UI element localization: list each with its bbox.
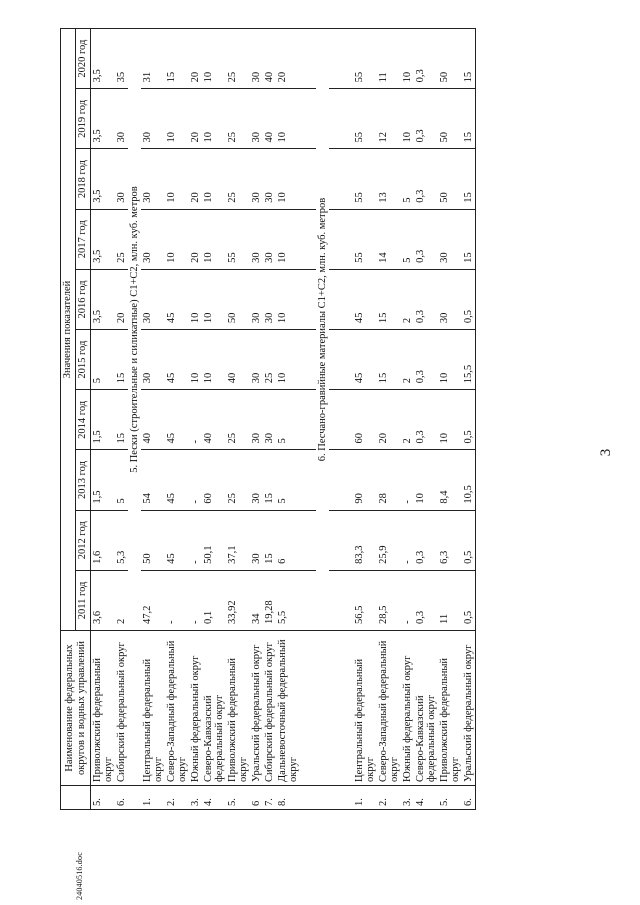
indicator-value: - <box>401 510 414 570</box>
indicator-value: 15 <box>115 330 128 390</box>
indicator-value: 45 <box>353 269 377 329</box>
indicator-value: 10 <box>165 209 189 269</box>
spacer-cell <box>329 450 353 510</box>
indicator-value: 15 <box>115 390 128 450</box>
row-number: 4. <box>414 786 438 810</box>
spacer-cell <box>329 631 353 786</box>
indicator-value: 15 <box>377 330 401 390</box>
indicator-value: 50 <box>438 29 462 89</box>
indicator-value: 45 <box>165 510 189 570</box>
indicator-value: 10,5 <box>462 450 476 510</box>
spacer-cell <box>300 149 316 209</box>
indicator-value: 47,2 <box>141 570 165 630</box>
indicator-value: - <box>189 390 202 450</box>
spacer-cell <box>300 510 316 570</box>
district-name: Сибирский федеральный округ <box>263 631 276 786</box>
indicator-value: 0,3 <box>414 269 438 329</box>
indicator-value: 5,5 <box>276 570 300 630</box>
indicator-value: 11 <box>377 29 401 89</box>
table-row <box>115 29 128 810</box>
indicator-value: 55 <box>353 209 377 269</box>
index-header <box>61 786 91 810</box>
indicator-value: 25 <box>226 390 250 450</box>
indicator-value: 10 <box>276 149 300 209</box>
indicator-value: 5 <box>401 209 414 269</box>
indicator-value: 45 <box>353 330 377 390</box>
row-number: 5. <box>226 786 250 810</box>
indicator-value: 0,5 <box>462 510 476 570</box>
district-name: Сибирский федеральный округ <box>115 631 128 786</box>
indicator-value: 30 <box>263 269 276 329</box>
table-row <box>250 29 263 810</box>
indicator-value: 20 <box>276 29 300 89</box>
indicator-value: 14 <box>377 209 401 269</box>
values-group-header: Значения показателей <box>61 29 76 631</box>
row-number: 4. <box>202 786 226 810</box>
indicator-value: 0,3 <box>414 330 438 390</box>
section-row <box>128 29 141 810</box>
indicator-value: 20 <box>189 89 202 149</box>
indicator-value: 10 <box>202 269 226 329</box>
indicator-value: 19,28 <box>263 570 276 630</box>
indicator-value: 15 <box>462 209 476 269</box>
indicator-value: 30 <box>250 29 263 89</box>
indicator-value: 10 <box>202 149 226 209</box>
indicator-value: 31 <box>141 29 165 89</box>
table-row <box>401 29 414 810</box>
indicator-value: 0,3 <box>414 570 438 630</box>
indicator-value: 10 <box>189 269 202 329</box>
district-name: Северо-Западный федеральный округ <box>165 631 189 786</box>
spacer-cell <box>300 390 316 450</box>
indicator-value: 10 <box>276 89 300 149</box>
indicator-value: 3,5 <box>91 149 116 209</box>
indicator-value: 2 <box>401 390 414 450</box>
indicator-value: 30 <box>250 450 263 510</box>
indicator-value: 25 <box>226 450 250 510</box>
spacer-cell <box>329 570 353 630</box>
indicator-value: 50 <box>226 269 250 329</box>
indicator-value: 45 <box>165 390 189 450</box>
indicator-value: 15 <box>462 29 476 89</box>
indicator-value: 30 <box>250 510 263 570</box>
indicator-value: 2 <box>401 269 414 329</box>
indicator-value: 30 <box>141 269 165 329</box>
indicator-value: 0,3 <box>414 510 438 570</box>
row-number: 8. <box>276 786 300 810</box>
indicator-value: 54 <box>141 450 165 510</box>
district-name: Центральный федеральный округ <box>353 631 377 786</box>
indicator-value: 25,9 <box>377 510 401 570</box>
indicator-value: 0,3 <box>414 390 438 450</box>
district-name: Приволжский федеральный округ <box>91 631 116 786</box>
indicator-value: 1,5 <box>91 390 116 450</box>
table-row <box>462 29 476 810</box>
spacer-cell <box>300 89 316 149</box>
indicator-value: 40 <box>263 29 276 89</box>
indicator-value: 30 <box>438 269 462 329</box>
indicator-value: 15,5 <box>462 330 476 390</box>
indicator-value: 1,6 <box>91 510 116 570</box>
district-name: Приволжский федеральный округ <box>438 631 462 786</box>
year-header: 2019 год <box>76 89 91 149</box>
document-id: 24040516.doc <box>75 852 84 900</box>
indicator-value: 5,3 <box>115 510 128 570</box>
indicator-value: 56,5 <box>353 570 377 630</box>
spacer-cell <box>329 786 353 810</box>
indicator-value: 30 <box>115 149 128 209</box>
indicator-value: 15 <box>263 450 276 510</box>
indicator-value: - <box>401 450 414 510</box>
spacer-row <box>329 29 353 810</box>
indicator-value: 10 <box>401 29 414 89</box>
spacer-cell <box>329 29 353 89</box>
table-row <box>202 29 226 810</box>
indicator-value: 50 <box>141 510 165 570</box>
indicators-table <box>60 28 476 810</box>
indicator-value: 10 <box>276 209 300 269</box>
indicator-value: 50 <box>438 89 462 149</box>
indicator-value: 10 <box>414 450 438 510</box>
indicator-value: 40 <box>202 390 226 450</box>
section-spacer <box>316 786 329 810</box>
indicator-value: 15 <box>462 89 476 149</box>
indicator-value: 3,5 <box>91 209 116 269</box>
section-row <box>316 29 329 810</box>
spacer-cell <box>300 450 316 510</box>
indicator-value: 1,5 <box>91 450 116 510</box>
row-number: 1. <box>141 786 165 810</box>
indicator-value: 5 <box>276 450 300 510</box>
year-header: 2016 год <box>76 269 91 329</box>
indicator-value: 20 <box>115 269 128 329</box>
page-number: 3 <box>598 448 614 457</box>
indicator-value: 0,5 <box>462 269 476 329</box>
indicator-value: 12 <box>377 89 401 149</box>
indicator-value: 30 <box>250 209 263 269</box>
indicator-value: 20 <box>189 149 202 209</box>
row-number: 1. <box>353 786 377 810</box>
indicator-value: 11 <box>438 570 462 630</box>
row-number: 6. <box>462 786 476 810</box>
indicator-value: 37,1 <box>226 510 250 570</box>
indicator-value: 28 <box>377 450 401 510</box>
district-name: Северо-Кавказский федеральный округ <box>202 631 226 786</box>
indicator-value: 10 <box>202 209 226 269</box>
indicator-value: 28,5 <box>377 570 401 630</box>
indicator-value: 0,5 <box>462 570 476 630</box>
district-name: Уральский федеральный округ <box>250 631 263 786</box>
indicator-value: 30 <box>438 209 462 269</box>
spacer-cell <box>329 330 353 390</box>
indicator-value: 10 <box>202 89 226 149</box>
indicator-value: 0,1 <box>202 570 226 630</box>
indicator-value: 0,5 <box>462 390 476 450</box>
indicator-value: 55 <box>353 29 377 89</box>
district-name: Южный федеральный округ <box>189 631 202 786</box>
table-row <box>438 29 462 810</box>
indicator-value: 5 <box>276 390 300 450</box>
indicator-value: 15 <box>377 269 401 329</box>
district-name: Дальневосточный федеральный округ <box>276 631 300 786</box>
indicator-value: 30 <box>250 269 263 329</box>
row-number: 3. <box>189 786 202 810</box>
spacer-cell <box>329 149 353 209</box>
indicator-value: 40 <box>226 330 250 390</box>
section-title: 6. Песчано-гравийные материалы С1+С2, млн. куб. метров <box>316 29 329 631</box>
indicator-value: 40 <box>141 390 165 450</box>
district-name: Центральный федеральный округ <box>141 631 165 786</box>
indicator-value: 45 <box>165 450 189 510</box>
year-header: 2018 год <box>76 149 91 209</box>
table-row <box>226 29 250 810</box>
district-name: Северо-Западный федеральный округ <box>377 631 401 786</box>
indicator-value: 25 <box>226 29 250 89</box>
indicator-value: 5 <box>115 450 128 510</box>
indicator-value: 6 <box>276 510 300 570</box>
indicator-value: 0,3 <box>414 149 438 209</box>
indicator-value: 10 <box>165 89 189 149</box>
district-name: Приволжский федеральный округ <box>226 631 250 786</box>
indicator-value: 20 <box>189 209 202 269</box>
indicator-value: 45 <box>165 330 189 390</box>
district-name: Северо-Кавказский федеральный округ <box>414 631 438 786</box>
indicator-value: 25 <box>226 89 250 149</box>
indicator-value: 50 <box>438 149 462 209</box>
year-header: 2020 год <box>76 29 91 89</box>
indicator-value: 10 <box>165 149 189 209</box>
table-row <box>276 29 300 810</box>
indicator-value: 30 <box>141 209 165 269</box>
table-row <box>165 29 189 810</box>
row-number: 7. <box>263 786 276 810</box>
indicator-value: 30 <box>250 390 263 450</box>
indicator-value: 30 <box>263 149 276 209</box>
spacer-cell <box>300 786 316 810</box>
indicator-value: 10 <box>202 330 226 390</box>
indicator-value: 2 <box>115 570 128 630</box>
indicator-value: 13 <box>377 149 401 209</box>
spacer-cell <box>329 510 353 570</box>
indicator-value: 30 <box>263 209 276 269</box>
year-header: 2014 год <box>76 390 91 450</box>
indicator-value: 34 <box>250 570 263 630</box>
indicator-value: 15 <box>165 29 189 89</box>
indicator-value: 25 <box>263 330 276 390</box>
indicator-value: 3,5 <box>91 89 116 149</box>
indicator-value: 30 <box>115 89 128 149</box>
indicator-value: 10 <box>276 269 300 329</box>
spacer-cell <box>329 269 353 329</box>
indicator-value: - <box>401 570 414 630</box>
indicator-value: 60 <box>353 390 377 450</box>
row-number: 5. <box>438 786 462 810</box>
table-row <box>91 29 116 810</box>
indicator-value: 30 <box>250 149 263 209</box>
indicator-value: 3,5 <box>91 269 116 329</box>
year-header: 2012 год <box>76 510 91 570</box>
indicator-value: 25 <box>226 149 250 209</box>
year-header: 2011 год <box>76 570 91 630</box>
spacer-cell <box>300 570 316 630</box>
section-title: 5. Пески (строительные и силикатные) С1+С2, млн. куб. метров <box>128 29 141 631</box>
spacer-cell <box>329 390 353 450</box>
indicator-value: 55 <box>353 89 377 149</box>
spacer-cell <box>300 631 316 786</box>
table-row <box>414 29 438 810</box>
indicator-value: 2 <box>401 330 414 390</box>
indicator-value: - <box>189 510 202 570</box>
indicator-value: 35 <box>115 29 128 89</box>
indicator-value: 0,3 <box>414 29 438 89</box>
indicator-value: 15 <box>462 149 476 209</box>
row-number: 3. <box>401 786 414 810</box>
indicator-value: 10 <box>438 390 462 450</box>
indicator-value: 3,6 <box>91 570 116 630</box>
indicator-value: 6,3 <box>438 510 462 570</box>
indicator-value: 5 <box>91 330 116 390</box>
indicator-value: 55 <box>226 209 250 269</box>
indicator-value: 25 <box>115 209 128 269</box>
indicator-value: 10 <box>401 89 414 149</box>
indicator-value: 8,4 <box>438 450 462 510</box>
indicator-value: 33,92 <box>226 570 250 630</box>
row-number: 2. <box>377 786 401 810</box>
indicator-value: 10 <box>276 330 300 390</box>
row-number: 6. <box>115 786 128 810</box>
table-row <box>189 29 202 810</box>
indicator-value: - <box>165 570 189 630</box>
indicator-value: 30 <box>263 390 276 450</box>
indicator-value: 30 <box>141 149 165 209</box>
indicator-value: 83,3 <box>353 510 377 570</box>
table-body <box>91 29 476 810</box>
indicator-value: 30 <box>141 330 165 390</box>
table-row <box>353 29 377 810</box>
indicator-value: 0,3 <box>414 209 438 269</box>
indicator-value: 30 <box>141 89 165 149</box>
indicator-value: 90 <box>353 450 377 510</box>
indicator-value: 50,1 <box>202 510 226 570</box>
indicator-value: 5 <box>401 149 414 209</box>
spacer-cell <box>300 269 316 329</box>
indicator-value: 15 <box>263 510 276 570</box>
indicator-value: 55 <box>353 149 377 209</box>
indicator-value: 60 <box>202 450 226 510</box>
row-number: 6 <box>250 786 263 810</box>
year-header: 2013 год <box>76 450 91 510</box>
spacer-cell <box>329 89 353 149</box>
indicator-value: 10 <box>189 330 202 390</box>
indicator-value: - <box>189 570 202 630</box>
spacer-cell <box>300 330 316 390</box>
section-spacer <box>128 786 141 810</box>
row-number: 5. <box>91 786 116 810</box>
table-row <box>263 29 276 810</box>
spacer-cell <box>300 29 316 89</box>
indicator-value: 20 <box>189 29 202 89</box>
district-name: Южный федеральный округ <box>401 631 414 786</box>
indicator-value: 10 <box>438 330 462 390</box>
table-row <box>377 29 401 810</box>
section-spacer <box>316 631 329 786</box>
indicator-value: 30 <box>250 330 263 390</box>
name-column-header: Наименование федеральных округов и водных управлений <box>61 631 91 786</box>
spacer-row <box>300 29 316 810</box>
indicator-value: 0,3 <box>414 89 438 149</box>
year-header: 2015 год <box>76 330 91 390</box>
year-header: 2017 год <box>76 209 91 269</box>
section-spacer <box>128 631 141 786</box>
indicator-value: 20 <box>377 390 401 450</box>
indicator-value: 3,5 <box>91 29 116 89</box>
indicator-value: 40 <box>263 89 276 149</box>
indicator-value: 45 <box>165 269 189 329</box>
row-number: 2. <box>165 786 189 810</box>
indicator-value: 10 <box>202 29 226 89</box>
spacer-cell <box>300 209 316 269</box>
table-row <box>141 29 165 810</box>
indicator-value: - <box>189 450 202 510</box>
district-name: Уральский федеральный округ <box>462 631 476 786</box>
spacer-cell <box>329 209 353 269</box>
indicator-value: 30 <box>250 89 263 149</box>
